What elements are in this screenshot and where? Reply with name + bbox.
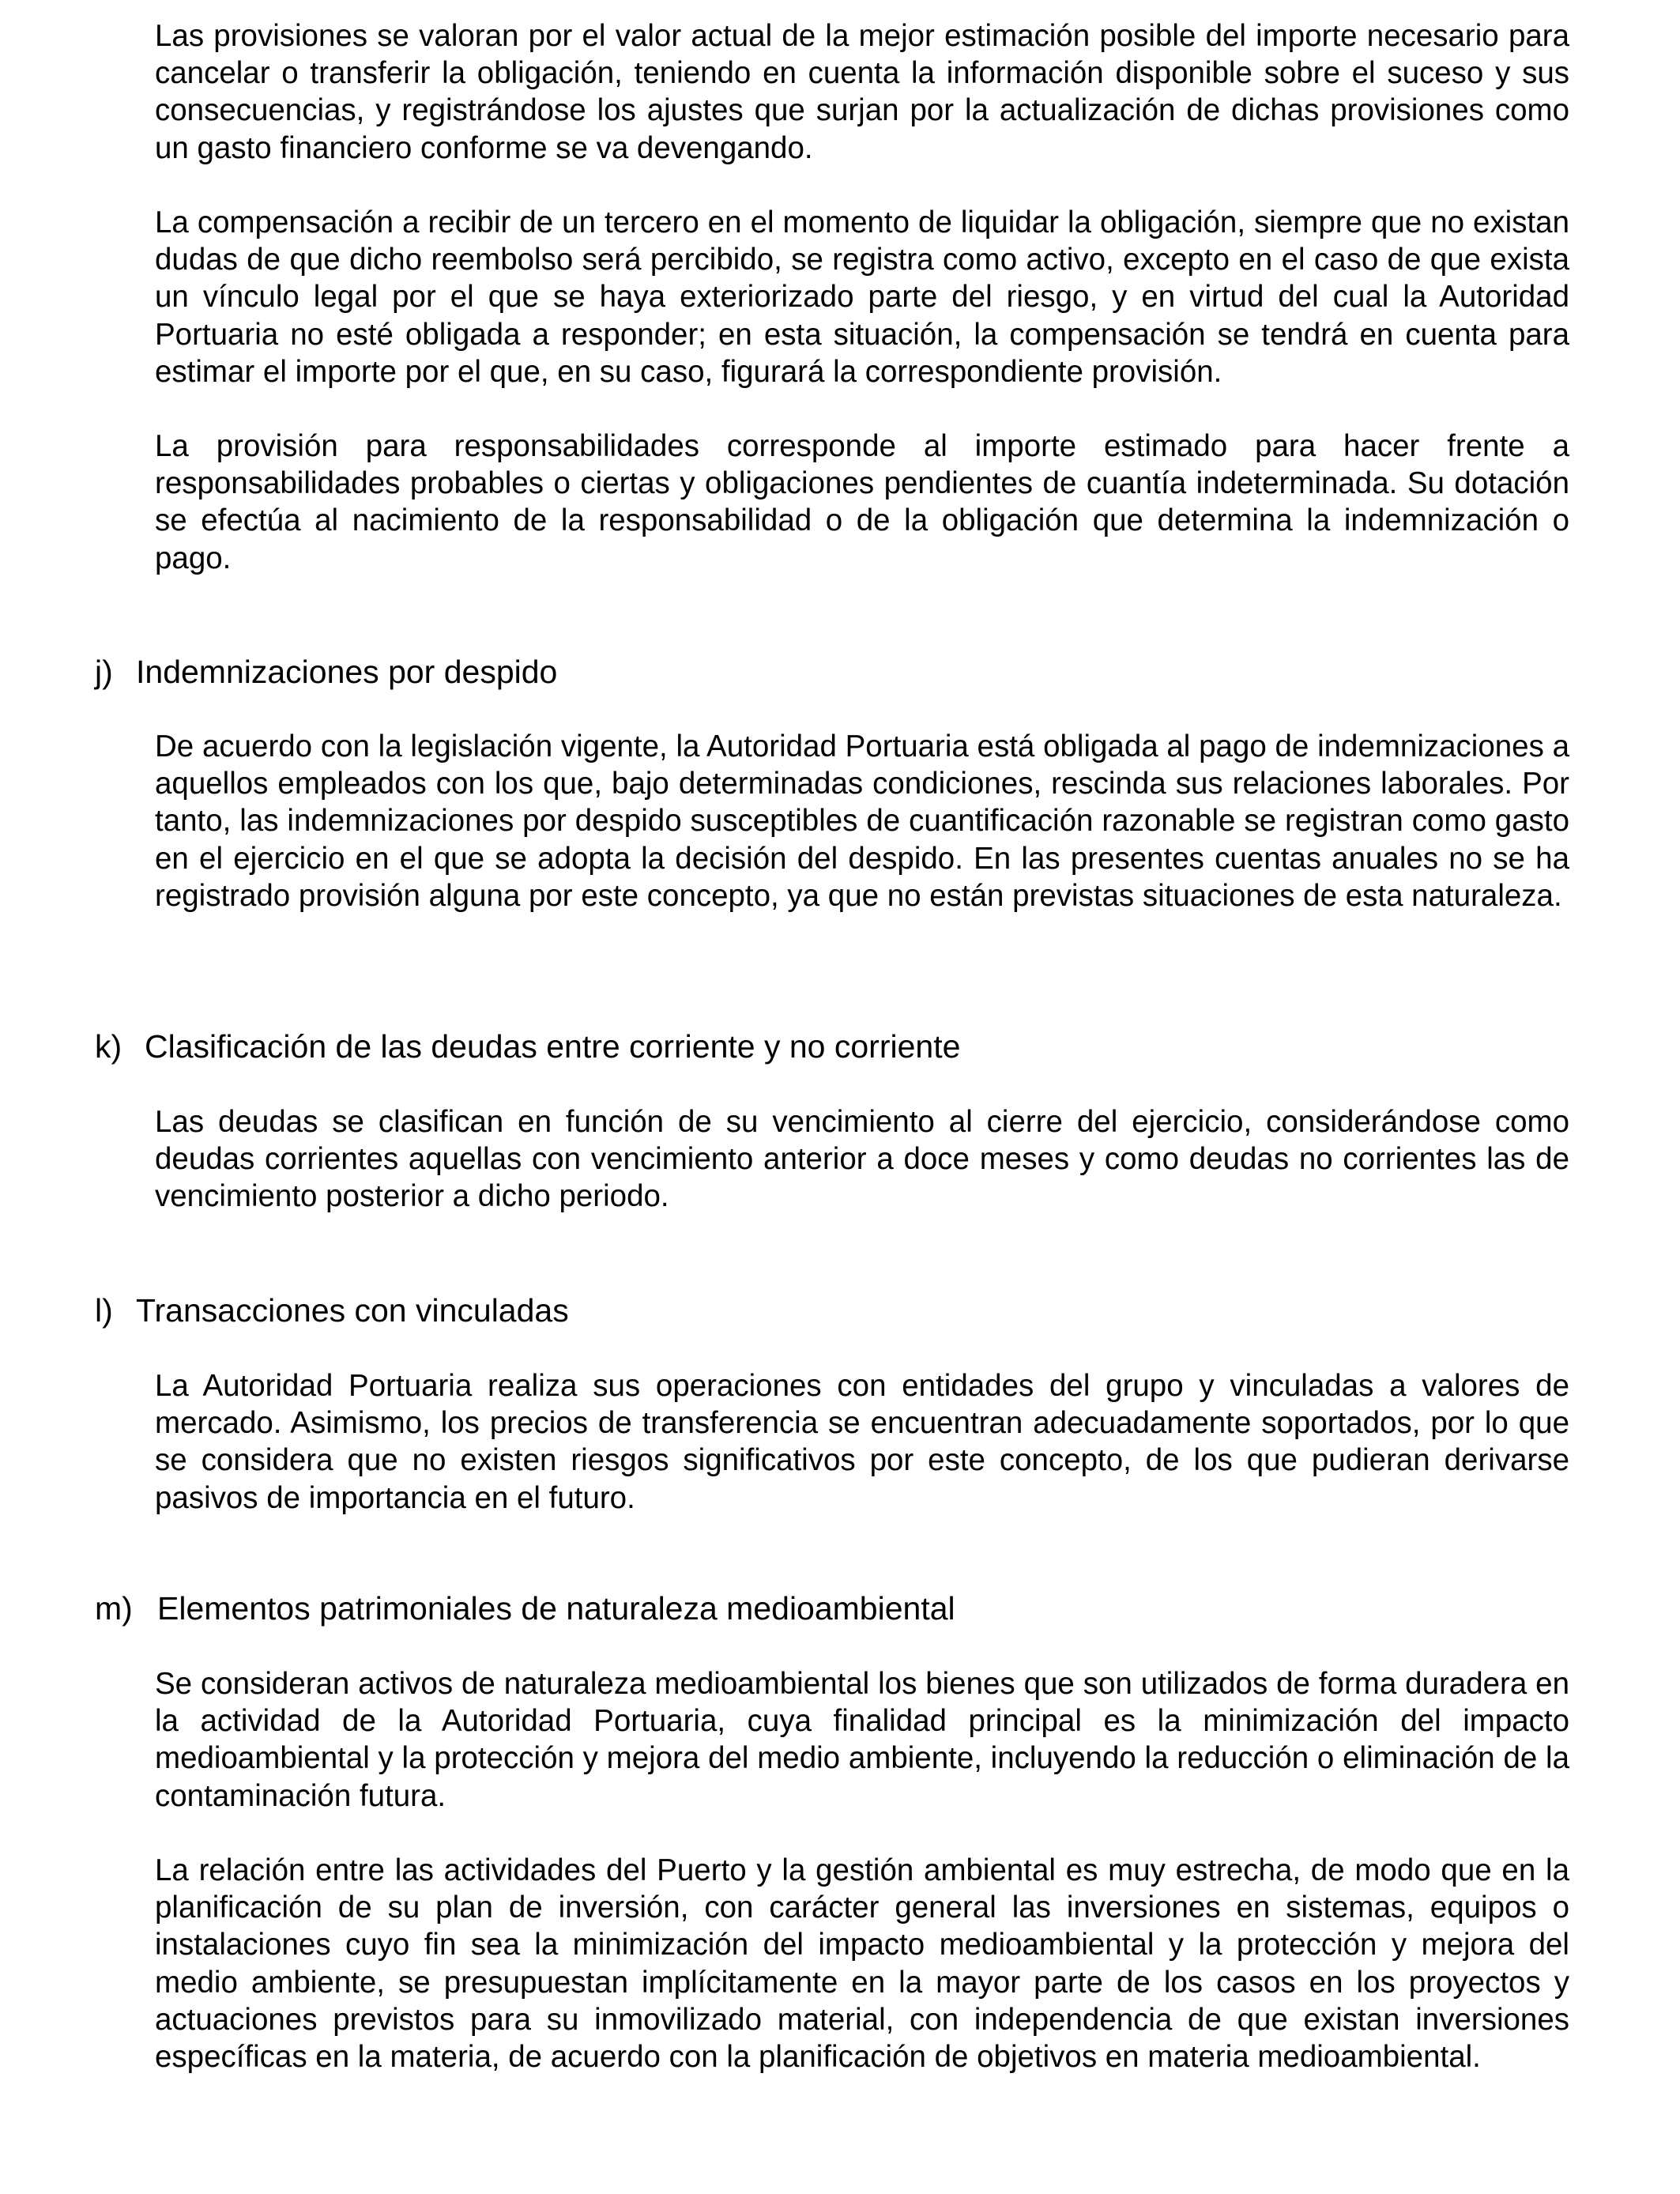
paragraph-clasificacion-deudas: Las deudas se clasifican en función de su vencimiento al cierre del ejercicio, considerándose como deudas corrientes aquellas con vencimiento anterior a doce meses y como deudas no corrientes las de vencimiento posterior a dicho periodo. xyxy=(155,1105,1569,1214)
paragraph-activos-medioambientales: Se consideran activos de naturaleza medioambiental los bienes que son utilizados de forma duradera en la actividad de la Autoridad Portuaria, cuya finalidad principal es la minimización del impacto medioambiental y la protección y mejora del medio ambiente, incluyendo la reducción o eliminación de la contaminación futura. xyxy=(155,1667,1569,1813)
paragraph-compensacion-tercero: La compensación a recibir de un tercero en el momento de liquidar la obligación, siempre que no existan dudas de que dicho reembolso será percibido, se registra como activo, excepto en el caso de que exista un vínculo legal por el que se haya exteriorizado parte del riesgo, y en virtud del cual la Autoridad Portuaria no esté obligada a responder; en esta situación, la compensación se tendrá en cuenta para estimar el importe por el que, en su caso, figurará la correspondiente provisión. xyxy=(155,205,1569,389)
paragraph-transacciones-vinculadas: La Autoridad Portuaria realiza sus operaciones con entidades del grupo y vinculadas a valores de mercado. Asimismo, los precios de transferencia se encuentran adecuadamente soportados, por lo que se considera que no existen riesgos significativos por este concepto, de los que pudieran derivarse pasivos de importancia en el futuro. xyxy=(155,1369,1569,1515)
section-letter: j) xyxy=(95,654,113,690)
section-heading-m xyxy=(95,1589,955,1627)
section-title: Elementos patrimoniales de naturaleza medioambiental xyxy=(157,1590,955,1627)
paragraph-provision-responsabilidades: La provisión para responsabilidades corresponde al importe estimado para hacer frente a responsabilidades probables o ciertas y obligaciones pendientes de cuantía indeterminada. Su dotación se efectúa al nacimiento de la responsabilidad o de la obligación que determina la indemnización o pago. xyxy=(155,429,1569,575)
section-letter: l) xyxy=(95,1292,113,1329)
paragraph-indemnizaciones-despido: De acuerdo con la legislación vigente, la Autoridad Portuaria está obligada al pago de indemnizaciones a aquellos empleados con los que, bajo determinadas condiciones, rescinda sus relaciones laborales. Por tanto, las indemnizaciones por despido susceptibles de cuantificación razonable se registran como gasto en el ejercicio en el que se adopta la decisión del despido. En las presentes cuentas anuales no se ha registrado provisión alguna por este concepto, ya que no están previstas situaciones de esta naturaleza. xyxy=(155,729,1569,913)
section-heading-l xyxy=(95,1291,569,1329)
section-title: Indemnizaciones por despido xyxy=(136,654,558,690)
section-letter: k) xyxy=(95,1028,122,1065)
paragraph-provisiones-valoracion: Las provisiones se valoran por el valor actual de la mejor estimación posible del importe necesario para cancelar o transferir la obligación, teniendo en cuenta la información disponible sobre el suceso y sus consecuencias, y registrándose los ajustes que surjan por la actualización de dichas provisiones como un gasto financiero conforme se va devengando. xyxy=(155,19,1569,165)
paragraph-relacion-puerto-gestion-ambiental: La relación entre las actividades del Puerto y la gestión ambiental es muy estrecha, de modo que en la planificación de su plan de inversión, con carácter general las inversiones en sistemas, equipos o instalaciones cuyo fin sea la minimización del impacto medioambiental y la protección y mejora del medio ambiente, se presupuestan implícitamente en la mayor parte de los casos en los proyectos y actuaciones previstos para su inmovilizado material, con independencia de que existan inversiones específicas en la materia, de acuerdo con la planificación de objetivos en materia medioambiental. xyxy=(155,1853,1569,2075)
section-heading-k xyxy=(95,1027,960,1065)
section-heading-j xyxy=(95,653,557,691)
section-title: Transacciones con vinculadas xyxy=(136,1292,569,1329)
section-letter: m) xyxy=(95,1590,133,1627)
section-title: Clasificación de las deudas entre corriente y no corriente xyxy=(145,1028,961,1065)
